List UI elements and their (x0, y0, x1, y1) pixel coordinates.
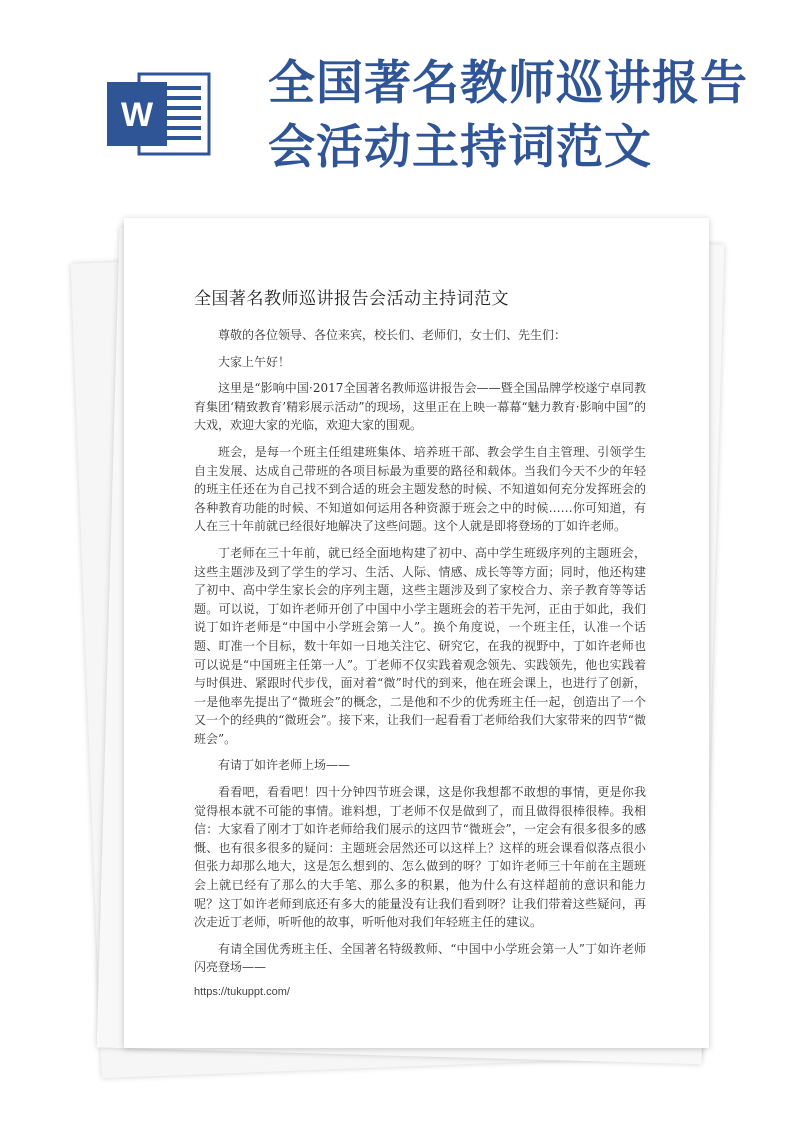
document-title: 全国著名教师巡讲报告会活动主持词范文 (194, 289, 509, 309)
paragraph: 有请全国优秀班主任、全国著名特级教师、“中国中小学班会第一人”丁如许老师闪亮登场—— (194, 941, 646, 975)
banner-title: 全国著名教师巡讲报告会活动主持词范文 (268, 56, 748, 175)
paragraph: 尊敬的各位领导、各位来宾，校长们、老师们，女士们、先生们： (218, 328, 567, 342)
document-page (124, 218, 709, 1048)
paragraph: 有请丁如许老师上场—— (218, 758, 351, 773)
paragraph: 看看吧，看看吧！四十分钟四节班会课，这是你我想都不敢想的事情，更是你我觉得根本就不可能的事情。谁料想，丁老师不仅是做到了，而且做得很棒很棒。我相信：大家看了刚才丁如许老师给我们展示的这四节“微班会”，一定会有很多很多的感慨、也有很多很多的疑问：主题班会居然还可以这样上？这样的班会课看似落点很小但张力却那么地大，这是怎么想到的、怎么做到的呀？丁如许老师三十年前在主题班会上就已经有了那么的大手笔、那么多的积累，他为什么有这样超前的意识和能力呢？这丁如许老师到底还有多大的能量没有让我们看到呀？让我们带着这些疑问，再次走近丁老师，听听他的故事，听听他对我们年轻班主任的建议。 (194, 785, 646, 930)
word-document-icon (105, 68, 213, 160)
footer-url: https://tukuppt.com/ (194, 986, 290, 998)
svg-text:W: W (120, 96, 154, 134)
paragraph: 班会，是每一个班主任组建班集体、培养班干部、教会学生自主管理、引领学生自主发展、达成自己带班的各项目标最为重要的路径和载体。当我们今天不少的年轻的班主任还在为自己找不到合适的班会主题发愁的时候、不知道如何充分发挥班会的各种教育功能的时候、不知道如何运用各种资源于班会之中的时候……你可知道，有人在三十年前就已经很好地解决了这些问题。这个人就是即将登场的丁如许老师。 (194, 444, 646, 534)
paragraph: 丁老师在三十年前，就已经全面地构建了初中、高中学生班级序列的主题班会，这些主题涉及到了学生的学习、生活、人际、情感、成长等等方面；同时，他还构建了初中、高中学生家长会的序列主题，这些主题涉及到了家校合力、亲子教育等等话题。可以说，丁如许老师开创了中国中小学主题班会的若干先河，正由于如此，我们说丁如许老师是“中国中小学班会第一人”。换个角度说，一个班主任，认准一个话题、盯准一个目标，数十年如一日地关注它、研究它，在我的视野中，丁如许老师也可以说是“中国班主任第一人”。丁老师不仅实践着观念领先、实践领先，他也实践着与时俱进、紧跟时代步伐，面对着“微”时代的到来，他在班会课上，也进行了创新，一是他率先提出了“微班会”的概念，二是他和不少的优秀班主任一起，创造出了一个又一个的经典的“微班会”。接下来，让我们一起看看丁老师给我们大家带来的四节“微班会”。 (194, 545, 646, 746)
paragraph: 这里是“影响中国·2017全国著名教师巡讲报告会——暨全国品牌学校遂宁卓同教育集团‘精致教育’精彩展示活动”的现场，这里正在上映一幕幕“魅力教育·影响中国”的大戏，欢迎大家的光临，欢迎大家的围观。 (194, 381, 646, 433)
paragraph: 大家上午好！ (218, 354, 291, 369)
document-body (194, 326, 646, 985)
